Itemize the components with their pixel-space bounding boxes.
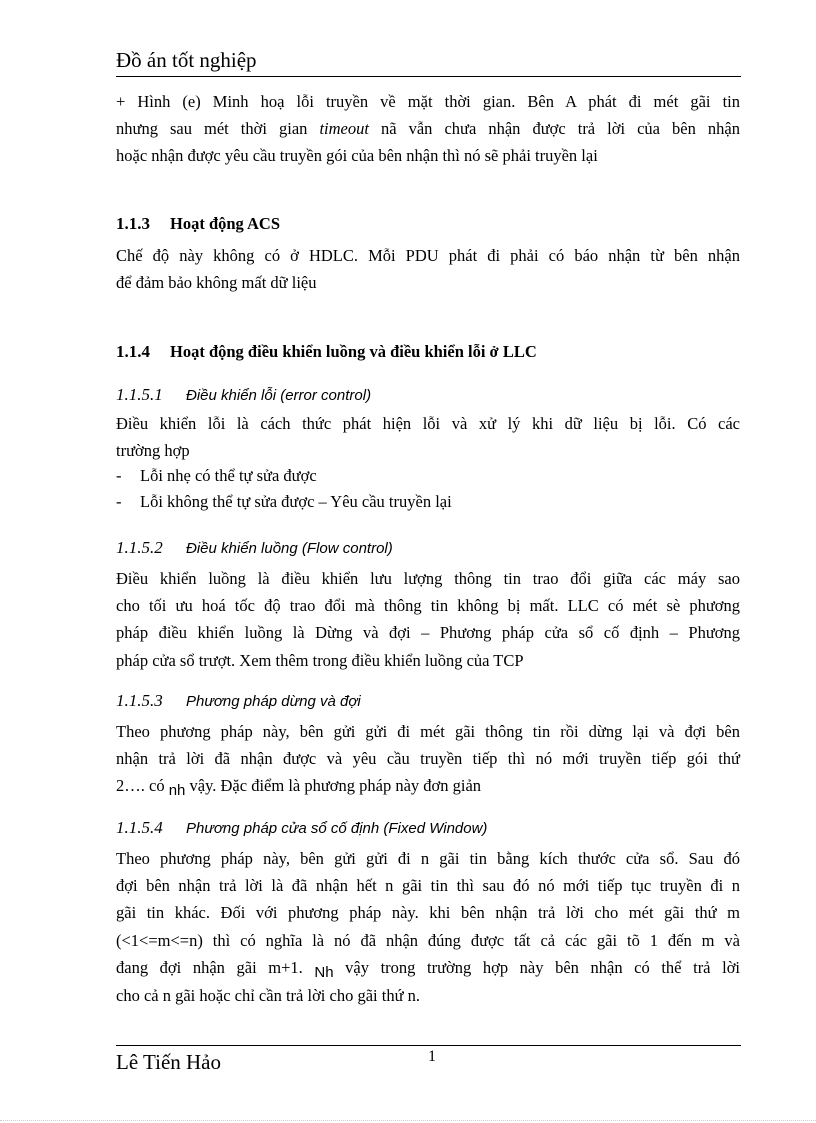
text-line: pháp điều khiển luồng là Dừng và đợi – Phương pháp cửa sổ cố định – Phương <box>116 623 740 643</box>
text-line: Theo phương pháp này, bên gửi gửi đi n gãi tin bằng kích thước cửa sổ. Sau đó <box>116 849 740 868</box>
section-heading-1-1-5-4: 1.1.5.4 Phương pháp cửa sổ cố định (Fixed Window) <box>116 818 488 837</box>
bullet-item: - Lỗi không thể tự sửa được – Yêu cầu truyền lại <box>116 492 452 511</box>
text-line: trường hợp <box>116 441 190 461</box>
text-line: nhưng sau mét thời gian timeout nã vẫn chưa nhận được trả lời của bên nhận <box>116 119 740 139</box>
section-1-1-5-2-paragraph <box>116 565 740 674</box>
section-1-1-5-3-paragraph <box>116 718 740 801</box>
header-rule <box>116 76 741 77</box>
text-line: Điều khiển lỗi là cách thức phát hiện lỗi và xử lý khi dữ liệu bị lỗi. Có các <box>116 414 740 433</box>
bullet-item: - Lỗi nhẹ có thể tự sửa được <box>116 466 317 485</box>
text-line: nhận trả lời đã nhận được và yêu cầu truyền tiếp thì nó mới truyền tiếp gói thứ <box>116 749 740 769</box>
section-heading-1-1-5-2: 1.1.5.2 Điều khiển luồng (Flow control) <box>116 538 393 557</box>
text-line: pháp cửa sổ trượt. Xem thêm trong điều khiển luồng của TCP <box>116 650 524 670</box>
section-1-1-5-4-paragraph <box>116 845 740 1009</box>
section-heading-1-1-5-1: 1.1.5.1 Điều khiển lỗi (error control) <box>116 385 372 404</box>
text-line: + Hình (e) Minh hoạ lỗi truyền về mặt thời gian. Bên A phát đi mét gãi tin <box>116 92 740 111</box>
text-line: để đảm bảo không mất dữ liệu <box>116 273 317 293</box>
text-line: Theo phương pháp này, bên gửi gửi đi mét gãi thông tin rồi dừng lại và đợi bên <box>116 722 740 741</box>
footer-rule <box>116 1045 741 1046</box>
text-line: đang đợi nhận gãi m+1. Nh vậy trong trường hợp này bên nhận có thể trả lời <box>116 957 740 981</box>
section-heading-1-1-5-3: 1.1.5.3 Phương pháp dừng và đợi <box>116 691 361 710</box>
text-line: đợi bên nhận trả lời là đã nhận hết n gãi tin thì sau đó nó mới tiếp tục truyền đi n <box>116 876 740 896</box>
text-line: Chế độ này không có ở HDLC. Mỗi PDU phát đi phải có báo nhận từ bên nhận <box>116 246 740 265</box>
page-edge-dots <box>0 1120 816 1121</box>
section-heading-1-1-4: 1.1.4 Hoạt động điều khiển luồng và điều khiển lỗi ở LLC <box>116 342 537 361</box>
timeout-term: timeout <box>319 119 369 139</box>
text-line: gãi tin khác. Đối với phương pháp này. khi bên nhận trả lời cho mét gãi thứ m <box>116 903 740 923</box>
text-line: Điều khiển luồng là điều khiển lưu lượng thông tin trao đổi giữa các máy sao <box>116 569 740 588</box>
text-line: cho tối ưu hoá tốc độ trao đổi mà thông tin không bị mất. LLC có mét sè phương <box>116 596 740 616</box>
text-line: (<1<=m<=n) thì có nghĩa là nó đã nhận đúng được tất cả các gãi tõ 1 đến m và <box>116 930 740 950</box>
intro-paragraph <box>116 88 740 170</box>
page-number: 1 <box>428 1048 436 1065</box>
section-1-1-5-1-paragraph <box>116 410 740 464</box>
text-line: cho cả n gãi hoặc chỉ cần trả lời cho gãi thứ n. <box>116 986 421 1006</box>
header-title: Đồ án tốt nghiệp <box>116 48 257 72</box>
footer-author: Lê Tiến Hảo <box>116 1050 221 1074</box>
text-line: hoặc nhận được yêu cầu truyền gói của bên nhận thì nó sẽ phải truyền lại <box>116 146 598 166</box>
section-heading-1-1-3: 1.1.3 Hoạt động ACS <box>116 214 281 233</box>
section-1-1-3-paragraph <box>116 242 740 296</box>
text-line: 2…. có nh vậy. Đặc điểm là phương pháp này đơn giản <box>116 776 482 800</box>
